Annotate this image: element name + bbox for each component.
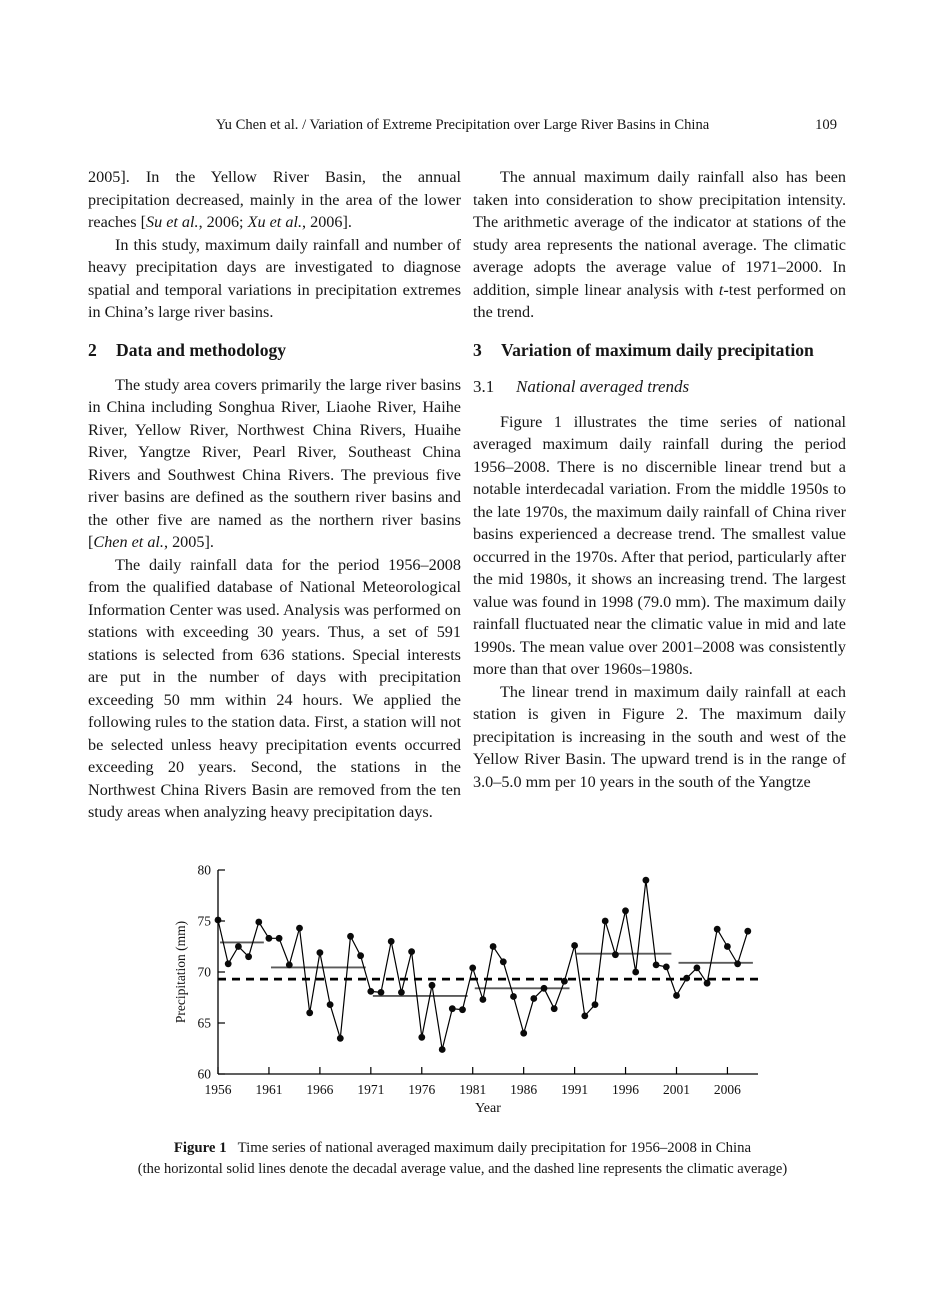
x-axis-label: Year [475,1101,501,1116]
y-tick-label: 80 [197,862,211,878]
page-number: 109 [815,117,837,133]
data-point [490,943,497,950]
data-point [622,907,629,914]
data-point [317,949,324,956]
y-axis-label: Precipitation (mm) [173,920,188,1024]
para-continued-from-previous-page: 2005]. In the Yellow River Basin, the annual precipitation decreased, mainly in the area of the lower reaches [Su et al., 2006; Xu et al., 2006]. [88,168,461,231]
x-tick-label: 1976 [408,1082,436,1097]
data-point [439,1046,446,1053]
data-point [286,962,293,969]
data-point [408,948,415,955]
x-tick-label: 1991 [561,1082,589,1097]
data-point [235,943,242,950]
x-tick-label: 1986 [510,1082,538,1097]
data-point [612,951,619,958]
data-point [530,995,537,1002]
x-tick-label: 2006 [713,1082,741,1097]
data-point [694,965,701,972]
data-point [744,928,751,935]
data-point [561,978,568,985]
x-tick-label: 1996 [612,1082,640,1097]
data-point [357,952,364,959]
data-point [704,980,711,987]
data-point [724,943,731,950]
data-point [632,969,639,976]
data-point [367,988,374,995]
figure1-caption [55,1138,870,1179]
x-tick-label: 1971 [357,1082,385,1097]
data-point [296,925,303,932]
data-point [734,960,741,967]
data-point [714,926,721,933]
data-point [500,958,507,965]
section-2-heading [88,339,461,361]
data-point [510,993,517,1000]
data-point [306,1009,313,1016]
y-tick-label: 75 [197,913,211,929]
subsection-3-1-heading [473,376,846,398]
running-title: Yu Chen et al. / Variation of Extreme Precipitation over Large River Basins in China [215,117,710,133]
caption-text: Time series of national averaged maximum daily precipitation for 1956–2008 in China [237,1140,752,1156]
data-point [571,942,578,949]
para-annual-max-rainfall: The annual maximum daily rainfall also has been taken into consideration to show precipitation intensity. The arithmetic average of the indicator at stations of the study area represents the national average. The climatic average adopts the average value of 1971–2000. In addition, simple linear analysis with t-test performed on the trend. [473,168,846,321]
two-column-body [88,166,846,824]
x-tick-label: 2001 [662,1082,690,1097]
data-point [266,935,273,942]
data-point [551,1005,558,1012]
section-3-heading [473,339,846,361]
data-point [276,935,283,942]
data-point [225,960,232,967]
para-study-intro: In this study, maximum daily rainfall and number of heavy precipitation days are investigated to diagnose spatial and temporal variations in precipitation extremes in China’s large river basins. [88,235,461,321]
x-tick-label: 1966 [306,1082,334,1097]
data-point [449,1005,456,1012]
para-daily-rainfall-data: The daily rainfall data for the period 1956–2008 from the qualified database of National Meteorological Information Center was used. Analysis was performed on stations with exceeding 30 years. Thus, a set of 591 stations is selected from 636 stations. Special interests are put in the number of days with precipitation exceeding 50 mm within 24 hours. We applied the following rules to the station data. First, a station will not be selected unless heavy precipitation events occurred exceeding 20 years. Second, the stations in the Northwest China Rivers Basin are removed from the ten study areas when analyzing heavy precipitation days. [88,555,461,821]
section-3-number: 3 [473,339,482,360]
para-study-area: The study area covers primarily the large river basins in China including Songhua River, Liaohe River, Haihe River, Yellow River, Northwest China Rivers, Huaihe River, Yangtze River, Pearl River, Southeast China Rivers and Southwest China Rivers. The previous five river basins are defined as the southern river basins and the other five are named as the northern river basins [Chen et al., 2005]. [88,375,461,551]
data-point [643,877,650,884]
data-point [245,953,252,960]
left-column [88,166,461,824]
right-column [473,166,846,824]
y-tick-label: 65 [197,1015,211,1031]
section-2-title: Data and methodology [116,339,287,360]
data-point [418,1034,425,1041]
data-point [663,964,670,971]
data-point [683,975,690,982]
x-tick-label: 1956 [204,1082,232,1097]
data-point [398,989,405,996]
data-point [337,1035,344,1042]
caption-note: (the horizontal solid lines denote the decadal average value, and the dashed line represents the climatic average) [137,1160,788,1177]
data-point [327,1001,334,1008]
data-point [520,1030,527,1037]
data-point [541,985,548,992]
figure1-chart [172,861,772,1119]
caption-line-1 [55,1138,870,1159]
data-point [480,996,487,1003]
y-tick-label: 60 [197,1066,211,1082]
data-point [653,962,660,969]
data-point [592,1001,599,1008]
subsection-3-1-number: 3.1 [473,376,495,396]
y-tick-label: 70 [197,964,211,980]
x-tick-label: 1961 [255,1082,283,1097]
running-header [88,117,837,137]
x-tick-label: 1981 [459,1082,487,1097]
data-point [459,1006,466,1013]
data-point [347,933,354,940]
section-2-number: 2 [88,339,97,360]
data-point [602,918,609,925]
time-series-chart [172,861,772,1119]
section-3-title: Variation of maximum daily precipitation [501,339,814,360]
para-figure1-discussion: Figure 1 illustrates the time series of national averaged maximum daily rainfall during the period 1956–2008. There is no discernible linear trend but a notable interdecadal variation. From the middle 1950s to the late 1970s, the maximum daily rainfall of China river basins experienced a decrease trend. The smallest value occurred in the 1970s. After that period, particularly after the mid 1980s, it shows an increasing trend. The largest value was found in 1998 (79.0 mm). The maximum daily rainfall fluctuated near the climatic value in mid and late 1990s. The mean value over 2001–2008 was consistently more than that over 1960s–1980s. [473,412,846,678]
data-point [388,938,395,945]
data-point [378,989,385,996]
data-point [429,982,436,989]
data-point [255,919,262,926]
data-point [673,992,680,999]
para-linear-trend: The linear trend in maximum daily rainfall at each station is given in Figure 2. The maximum daily precipitation is increasing in the south and west of the Yellow River Basin. The upward trend is in the range of 3.0–5.0 mm per 10 years in the south of the Yangtze [473,682,846,791]
data-point [469,965,476,972]
data-point [581,1013,588,1020]
subsection-3-1-title: National averaged trends [516,376,690,396]
caption-label: Figure 1 [173,1140,227,1156]
